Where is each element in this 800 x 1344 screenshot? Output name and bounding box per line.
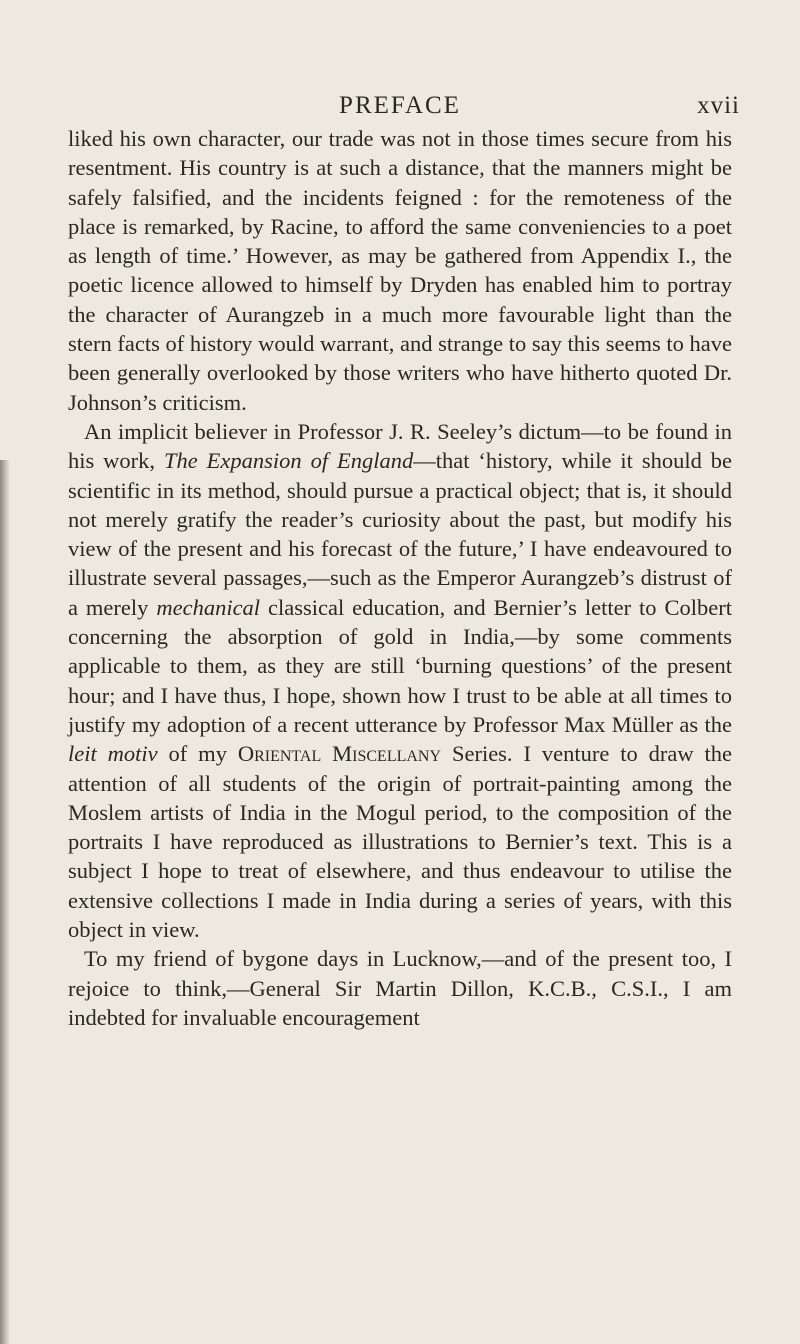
page-number: xvii [697,92,740,119]
small-caps-text: Oriental Miscellany [237,741,442,767]
paragraph-text: liked his own character, our trade was not in those times secure from his resentment. His country is at such a distance, that the manners might be safely falsified, and the incidents feigned : for the remoteness of the place is remarked, by Racine, to afford the same conveniencies to a poet as length of time.’ However, as may be gathered from Appendix I., the poetic licence allowed to himself by Dryden has enabled him to portray the character of Aurangzeb in a much more favourable light than the stern facts of history would warrant, and strange to say this seems to have been generally overlooked by those writers who have hitherto quoted Dr. Johnson’s criticism. [68,126,732,415]
paragraph-text: Series. I venture to draw the attention of all students of the origin of portrait-painting among the Moslem artists of India in the Mogul period, to the composition of the portraits I have reproduced as illustrations to Bernier’s text. This is a subject I hope to treat of elsewhere, and thus endeavour to utilise the extensive collections I made in India during a series of years, with this object in view. [68,741,732,943]
paragraph-text: —that ‘history, while it should be scientific in its method, should pursue a practical object; that is, it should not merely gratify the reader’s curiosity about the past, but modify his view of the present and his forecast of the future,’ I have endeavoured to illustrate several passages,—such as the Emperor Aurangzeb’s distrust of a merely [68,448,733,620]
italic-text: leit motiv [68,741,158,767]
paragraph-text: of my [157,741,238,767]
italic-text: mechanical [156,594,261,620]
paragraph [68,944,732,1032]
paragraph-text: classical education, and Bernier’s letter to Colbert concerning the absorption of gold in India,—by some comments applicable to them, as they are still ‘burning questions’ of the present hour; and I have thus, I hope, shown how I trust to be able at all times to justify my adoption of a recent utterance by Professor Max Müller as the [68,594,732,737]
italic-text: The Expansion of England [163,448,414,474]
body-text [68,124,732,1032]
gutter-shadow [0,460,10,1344]
paragraph [68,124,732,417]
running-head: PREFACE [339,92,461,119]
paragraph-text: To my friend of bygone days in Lucknow,—and of the present too, I rejoice to think,—General Sir Martin Dillon, K.C.B., C.S.I., I am indebted for invaluable encouragement [68,946,732,1030]
paragraph [68,417,732,944]
paragraph-text: An implicit believer in Professor J. R. Seeley’s dictum—to be found in his work, [68,418,732,474]
